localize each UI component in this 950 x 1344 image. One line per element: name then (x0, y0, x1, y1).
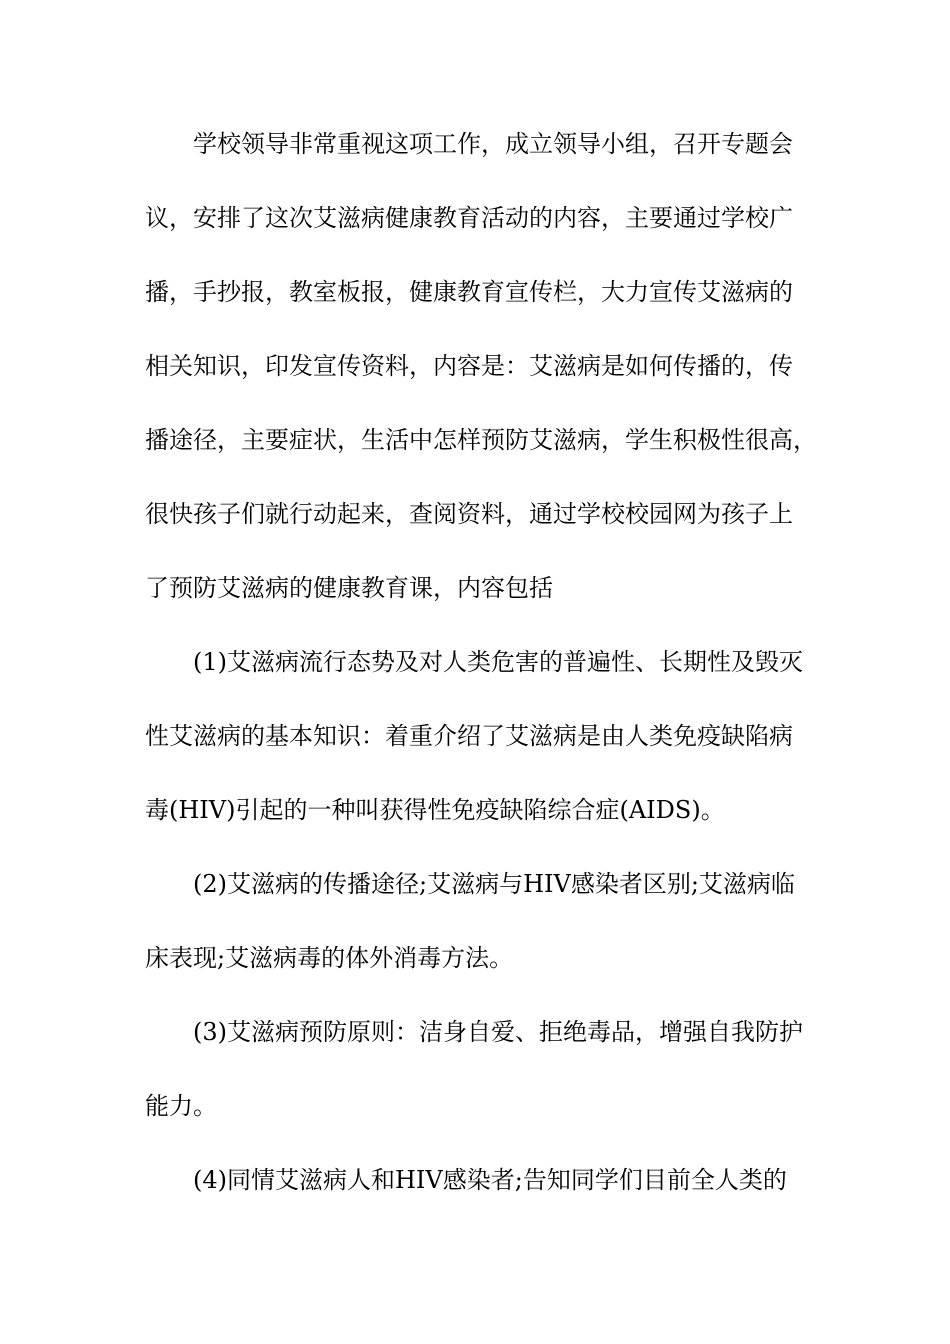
paragraph-4-line-1: (3)艾滋病预防原则：洁身自爱、拒绝毒品，增强自我防护 (193, 1018, 803, 1046)
paragraph-1-line-5: 播途径，主要症状，生活中怎样预防艾滋病，学生积极性很高， (145, 426, 817, 454)
paragraph-1-line-7: 了预防艾滋病的健康教育课，内容包括 (145, 574, 553, 602)
paragraph-2-line-3: 毒(HIV)引起的一种叫获得性免疫缺陷综合症(AIDS)。 (145, 796, 725, 824)
paragraph-5-line-1: (4)同情艾滋病人和HIV感染者;告知同学们目前全人类的 (193, 1166, 787, 1194)
paragraph-2-line-1: (1)艾滋病流行态势及对人类危害的普遍性、长期性及毁灭 (193, 648, 803, 676)
paragraph-1-line-2: 议，安排了这次艾滋病健康教育活动的内容，主要通过学校广 (145, 204, 793, 232)
paragraph-1-line-3: 播，手抄报，教室板报，健康教育宣传栏，大力宣传艾滋病的 (145, 278, 793, 306)
paragraph-3-line-2: 床表现;艾滋病毒的体外消毒方法。 (145, 944, 514, 972)
paragraph-1-line-6: 很快孩子们就行动起来，查阅资料，通过学校校园网为孩子上 (145, 500, 793, 528)
paragraph-1-line-4: 相关知识，印发宣传资料，内容是：艾滋病是如何传播的，传 (145, 352, 793, 380)
paragraph-4-line-2: 能力。 (145, 1092, 217, 1120)
paragraph-1-line-1: 学校领导非常重视这项工作，成立领导小组，召开专题会 (193, 130, 793, 158)
paragraph-2-line-2: 性艾滋病的基本知识：着重介绍了艾滋病是由人类免疫缺陷病 (145, 722, 793, 750)
paragraph-3-line-1: (2)艾滋病的传播途径;艾滋病与HIV感染者区别;艾滋病临 (193, 870, 795, 898)
